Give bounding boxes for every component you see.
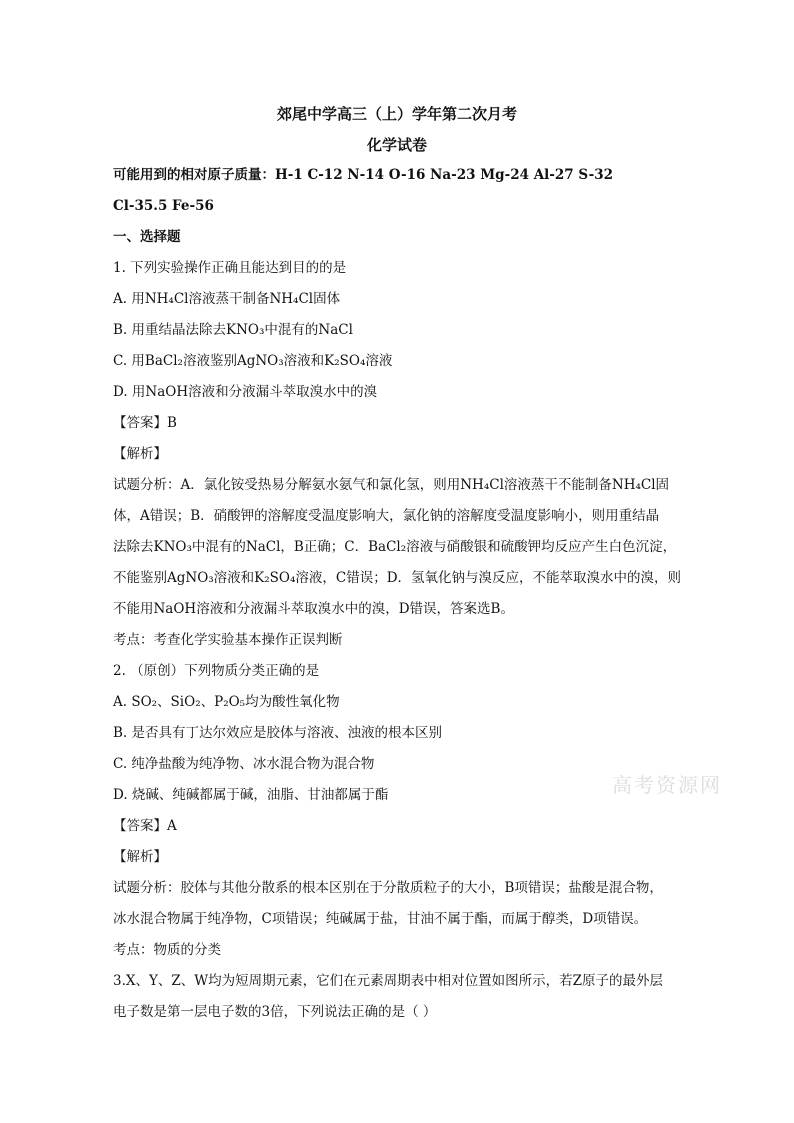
atomic-mass-line-2: Cl-35.5 Fe-56 xyxy=(113,198,214,214)
q2-analysis-label: 【解析】 xyxy=(113,849,167,865)
q1-option-c: C. 用BaCl₂溶液鉴别AgNO₃溶液和K₂SO₄溶液 xyxy=(113,353,393,369)
q1-analysis-line: 法除去KNO₃中混有的NaCl，B正确；C．BaCl₂溶液与硝酸银和硫酸钾均反应产生白色沉淀， xyxy=(113,539,677,555)
q3-stem-line: 3.X、Y、Z、W均为短周期元素，它们在元素周期表中相对位置如图所示，若Z原子的最外层 xyxy=(113,973,664,989)
school-title: 郊尾中学高三（上）学年第二次月考 xyxy=(276,105,517,123)
q1-option-d: D. 用NaOH溶液和分液漏斗萃取溴水中的溴 xyxy=(113,384,378,400)
q2-option-b: B. 是否具有丁达尔效应是胶体与溶液、浊液的根本区别 xyxy=(113,725,443,741)
q1-kaodian: 考点：考查化学实验基本操作正误判断 xyxy=(113,632,343,648)
q1-stem: 1. 下列实验操作正确且能达到目的的是 xyxy=(113,260,347,276)
watermark-text: 高考资源网 xyxy=(612,773,722,797)
q1-answer: 【答案】B xyxy=(113,415,177,431)
q1-analysis-line: 试题分析：A．氯化铵受热易分解氨水氨气和氯化氢，则用NH₄Cl溶液蒸干不能制备NH₄Cl固 xyxy=(113,477,670,493)
q2-stem: 2. （原创）下列物质分类正确的是 xyxy=(113,663,320,679)
q2-option-c: C. 纯净盐酸为纯净物、冰水混合物为混合物 xyxy=(113,756,375,772)
atomic-mass-line-1: 可能用到的相对原子质量：H-1 C-12 N-14 O-16 Na-23 Mg-24 Al-27 S-32 xyxy=(113,167,614,183)
q2-analysis-line: 试题分析：胶体与其他分散系的根本区别在于分散质粒子的大小，B项错误；盐酸是混合物， xyxy=(113,880,663,896)
q1-analysis-line: 体，A错误；B．硝酸钾的溶解度受温度影响大，氯化钠的溶解度受温度影响小，则用重结晶 xyxy=(113,508,660,524)
q1-analysis-line: 不能用NaOH溶液和分液漏斗萃取溴水中的溴，D错误，答案选B。 xyxy=(113,601,514,617)
subject-title: 化学试卷 xyxy=(366,136,427,154)
q1-option-b: B. 用重结晶法除去KNO₃中混有的NaCl xyxy=(113,322,353,338)
q2-option-a: A. SO₂、SiO₂、P₂O₅均为酸性氧化物 xyxy=(113,694,340,710)
q2-answer: 【答案】A xyxy=(113,818,177,834)
q1-option-a: A. 用NH₄Cl溶液蒸干制备NH₄Cl固体 xyxy=(113,291,341,307)
section-heading: 一、选择题 xyxy=(113,229,181,245)
q2-analysis-line: 冰水混合物属于纯净物，C项错误；纯碱属于盐，甘油不属于酯，而属于醇类，D项错误。 xyxy=(113,911,648,927)
q2-option-d: D. 烧碱、纯碱都属于碱，油脂、甘油都属于酯 xyxy=(113,787,389,803)
q1-analysis-label: 【解析】 xyxy=(113,446,167,462)
q2-kaodian: 考点：物质的分类 xyxy=(113,942,221,958)
q1-analysis-line: 不能鉴别AgNO₃溶液和K₂SO₄溶液，C错误；D．氢氧化钠与溴反应，不能萃取溴水中的溴，则 xyxy=(113,570,682,586)
q3-stem-line: 电子数是第一层电子数的3倍，下列说法正确的是（ ） xyxy=(113,1004,437,1020)
